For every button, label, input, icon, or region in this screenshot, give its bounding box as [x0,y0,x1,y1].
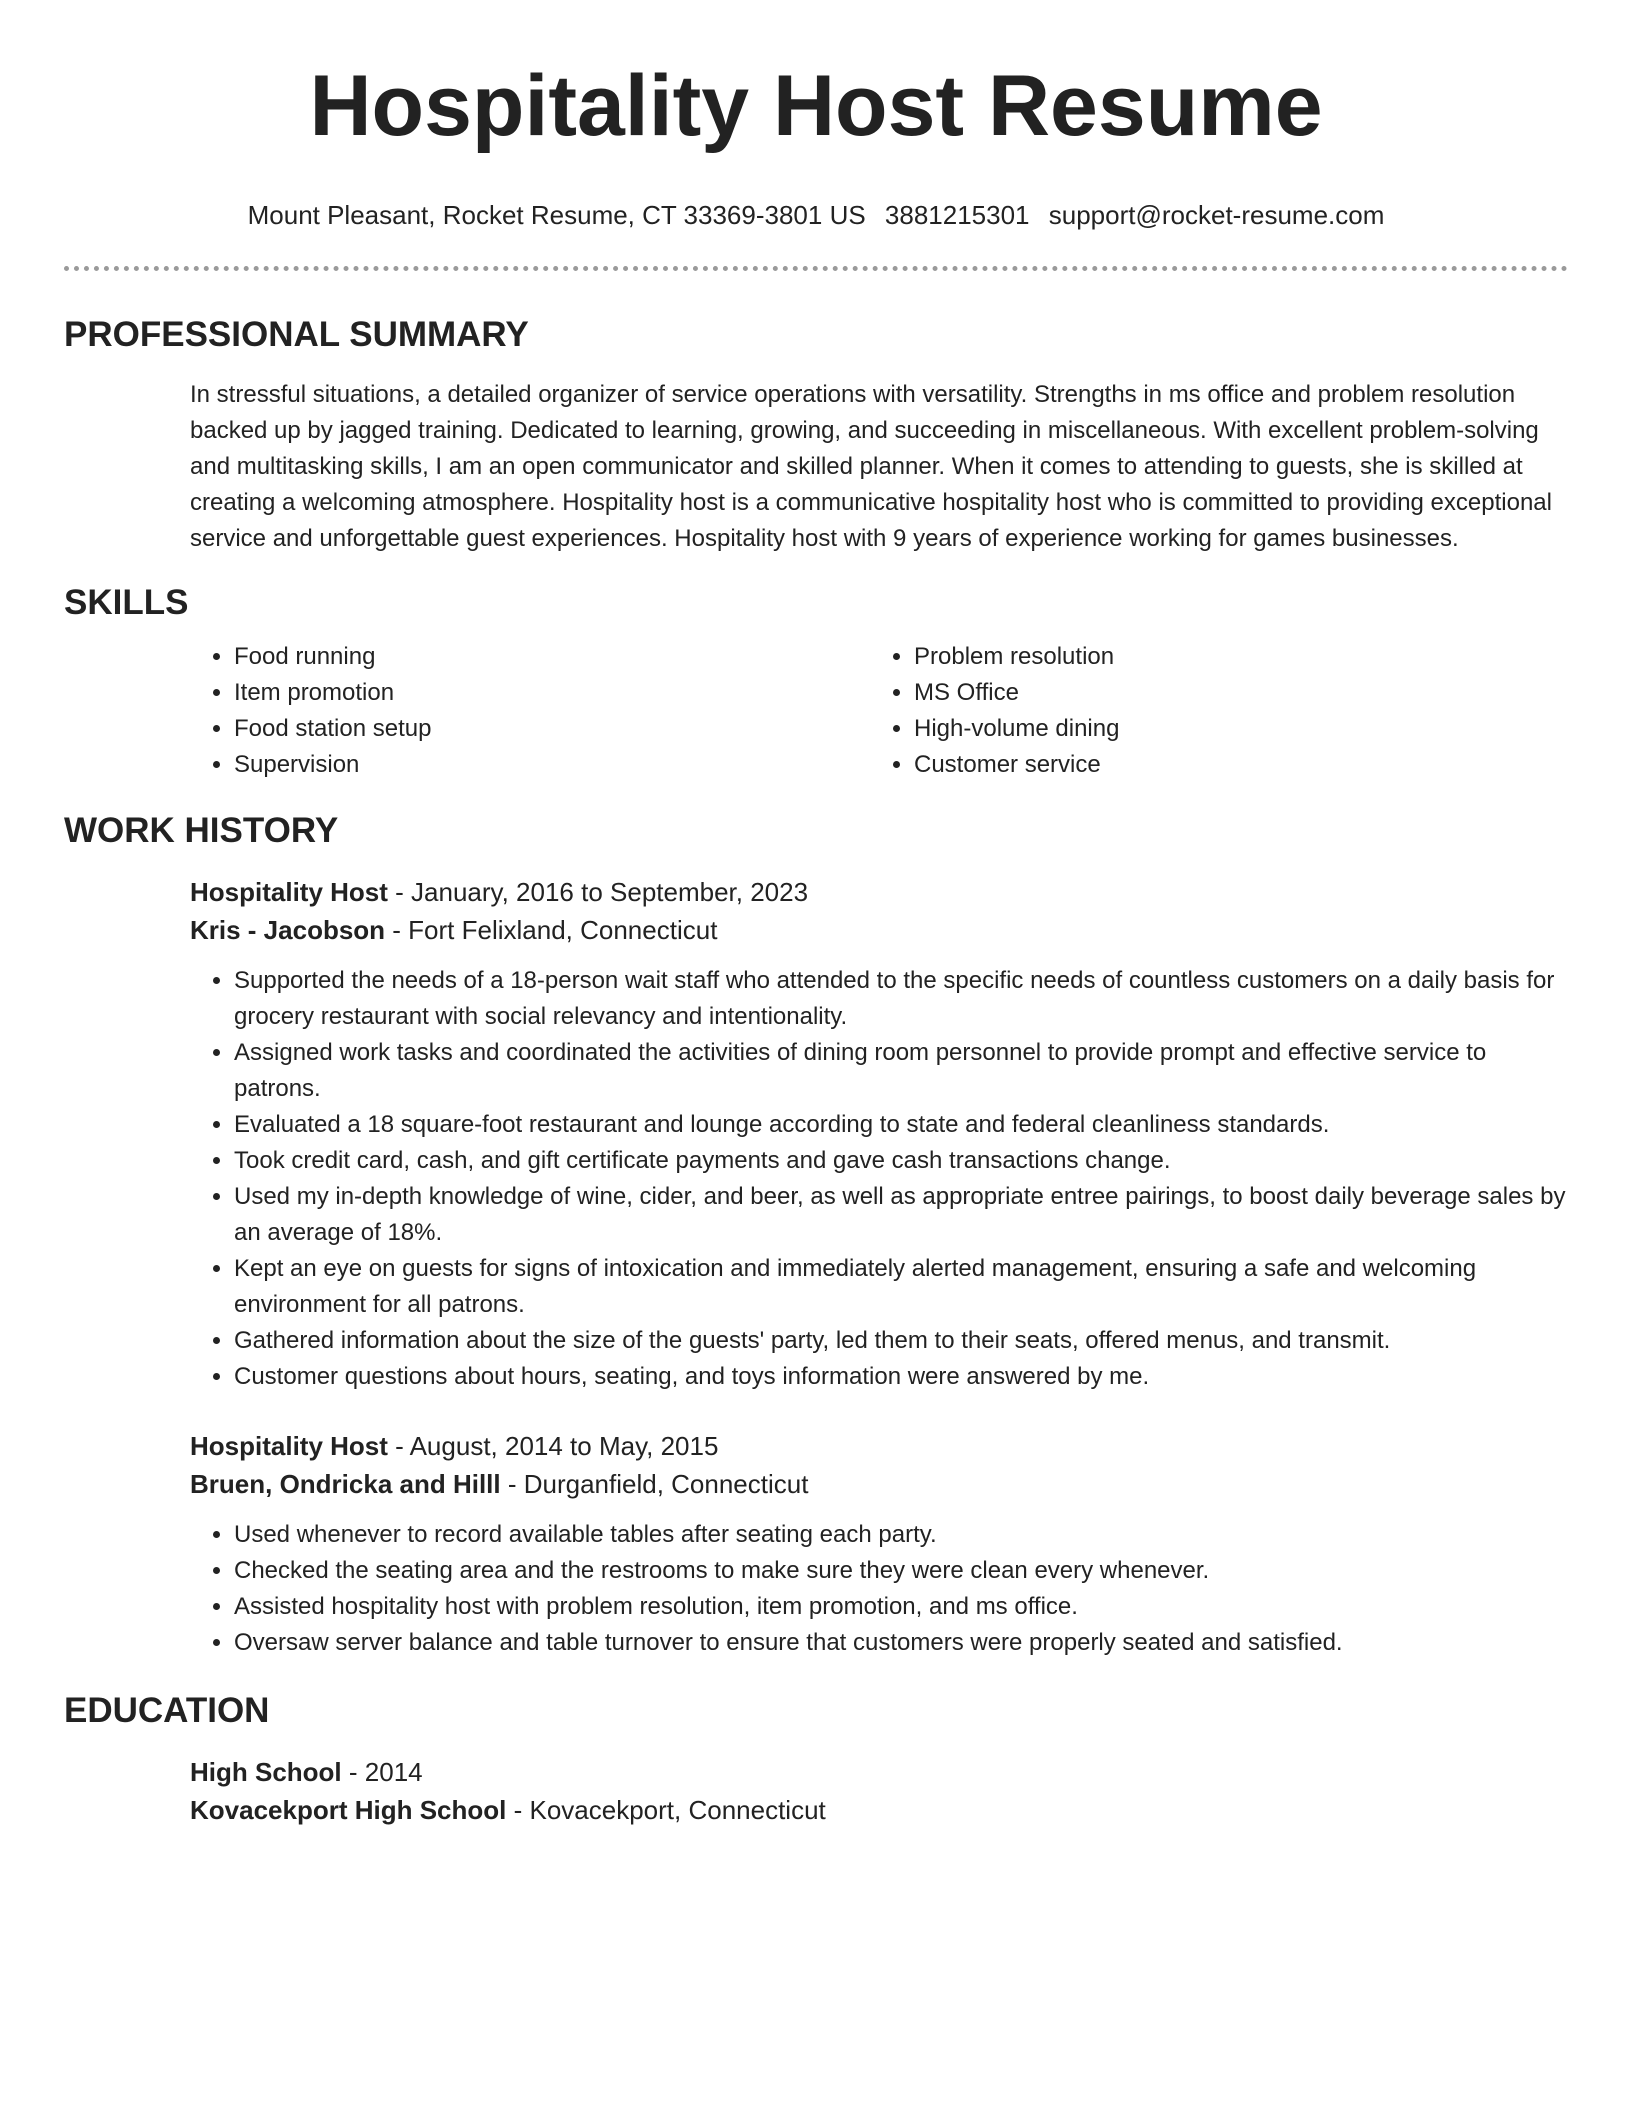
job-location: - Durganfield, Connecticut [500,1469,809,1499]
education-location: - Kovacekport, Connecticut [506,1795,826,1825]
skill-item: • Supervision [234,747,870,783]
skill-item: • Customer service [914,747,1550,783]
job-duty-item: • Evaluated a 18 square-foot restaurant and lounge according to state and federal cleanliness standards. [234,1107,1568,1143]
education-degree-line [190,1753,1568,1791]
summary-text: In stressful situations, a detailed organizer of service operations with versatility. Strengths in ms office and problem resolution backed up by jagged training. Dedicated to learning, growing, and succeeding in miscellaneous. With excellent problem-solving and multitasking skills, I am an open communicator and skilled planner. When it comes to attending to guests, she is skilled at creating a welcoming atmosphere. Hospitality host is a communicative hospitality host who is committed to providing exceptional service and unforgettable guest experiences. Hospitality host with 9 years of experience working for games businesses. [190,381,1552,552]
skills-column-left [190,639,870,783]
job-location: - Fort Felixland, Connecticut [385,915,718,945]
job-duty-item: • Assisted hospitality host with problem resolution, item promotion, and ms office. [234,1589,1568,1625]
education-degree: High School [190,1757,342,1787]
skills-heading: SKILLS [64,583,189,622]
job-duties [190,963,1568,1395]
education-school: Kovacekport High School [190,1795,507,1825]
summary-heading: PROFESSIONAL SUMMARY [64,315,529,354]
job-duties [190,1517,1568,1661]
skill-item: • Problem resolution [914,639,1550,675]
skills-list [190,639,1568,783]
education-school-line [190,1791,1568,1829]
contact-address: Mount Pleasant, Rocket Resume, CT 33369-3801 US [247,200,866,230]
job-duty-item: • Customer questions about hours, seating, and toys information were answered by me. [234,1359,1568,1395]
education-heading: EDUCATION [64,1691,270,1730]
skill-item: • Item promotion [234,675,870,711]
job-duty-item: • Kept an eye on guests for signs of intoxication and immediately alerted management, ensuring a safe and welcoming environment for all patrons. [234,1251,1568,1323]
job-entry [190,873,1568,1395]
contact-email: support@rocket-resume.com [1048,200,1385,230]
job-duty-item: • Gathered information about the size of the guests' party, led them to their seats, offered menus, and transmit. [234,1323,1568,1359]
job-dates: - January, 2016 to September, 2023 [387,877,809,907]
job-duty-item: • Used my in-depth knowledge of wine, cider, and beer, as well as appropriate entree pairings, to boost daily beverage sales by an average of 18%. [234,1179,1568,1251]
job-duty-item: • Supported the needs of a 18-person wait staff who attended to the specific needs of countless customers on a daily basis for grocery restaurant with social relevancy and intentionality. [234,963,1568,1035]
job-duty-item: • Took credit card, cash, and gift certificate payments and gave cash transactions change. [234,1143,1568,1179]
contact-line [64,198,1568,232]
education-entry [190,1753,1568,1829]
summary-section [190,377,1568,557]
resume-title: Hospitality Host Resume [309,58,1323,154]
job-duty-item: • Checked the seating area and the restrooms to make sure they were clean every whenever. [234,1553,1568,1589]
skill-item: • Food station setup [234,711,870,747]
job-duty-item: • Assigned work tasks and coordinated the activities of dining room personnel to provide prompt and effective service to patrons. [234,1035,1568,1107]
job-company: Kris - Jacobson [190,915,386,945]
header-divider [64,266,1568,271]
job-duty-item: • Used whenever to record available tables after seating each party. [234,1517,1568,1553]
job-entry [190,1427,1568,1661]
job-duty-item: • Oversaw server balance and table turnover to ensure that customers were properly seated and satisfied. [234,1625,1568,1661]
skill-item: • MS Office [914,675,1550,711]
job-company-line [190,1465,1568,1503]
job-title-line [190,1427,1568,1465]
job-title-line [190,873,1568,911]
job-company: Bruen, Ondricka and Hilll [190,1469,501,1499]
job-title: Hospitality Host [190,1431,388,1461]
job-company-line [190,911,1568,949]
skills-column-right [870,639,1550,783]
skill-item: • Food running [234,639,870,675]
job-dates: - August, 2014 to May, 2015 [387,1431,719,1461]
job-title: Hospitality Host [190,877,388,907]
work-history-heading: WORK HISTORY [64,811,339,850]
education-year: - 2014 [341,1757,423,1787]
skill-item: • High-volume dining [914,711,1550,747]
contact-phone: 3881215301 [884,200,1030,230]
